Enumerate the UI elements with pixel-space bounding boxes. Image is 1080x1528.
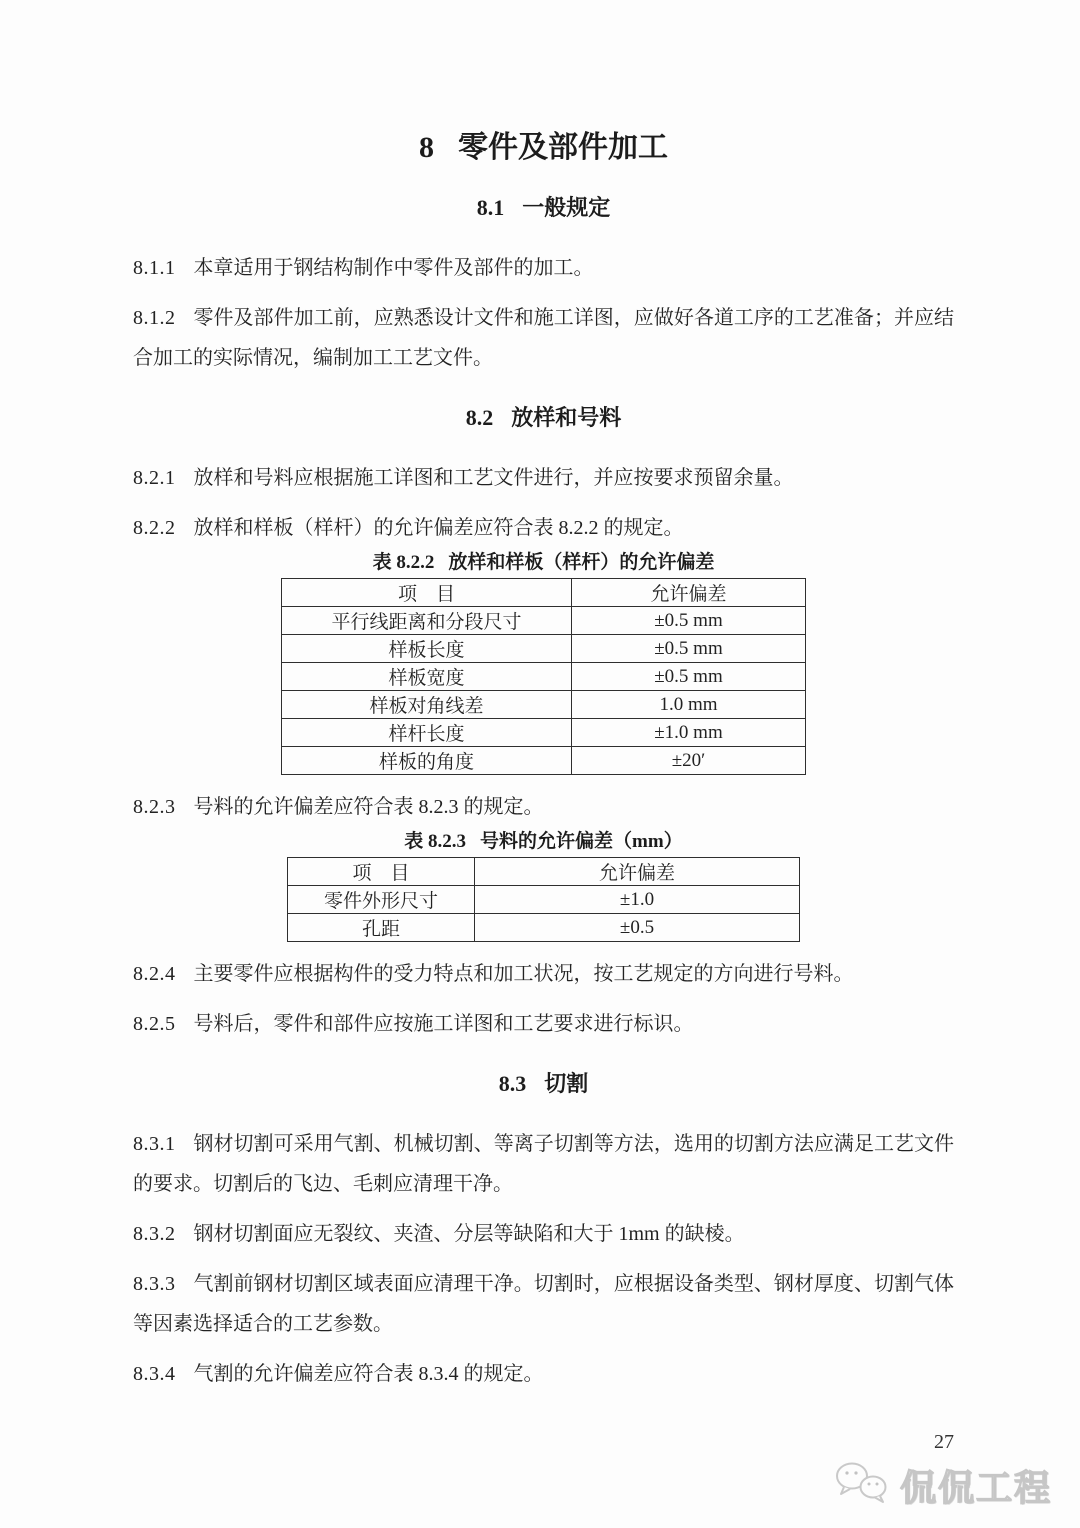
clause-number: 8.2.2 — [133, 517, 176, 539]
section-number: 8.3 — [498, 1071, 527, 1096]
chapter-number: 8 — [419, 131, 434, 164]
table-cell-value: ±0.5 mm — [572, 635, 806, 663]
table-row — [282, 663, 806, 691]
table-cell-item: 样板的角度 — [282, 747, 572, 775]
table-cell-value: ±0.5 — [475, 914, 800, 942]
clause-number: 8.3.1 — [133, 1133, 176, 1155]
table-header-row — [282, 579, 806, 607]
table-caption-label: 表 8.2.2 — [372, 552, 435, 573]
clause-text: 主要零件应根据构件的受力特点和加工状况，按工艺规定的方向进行号料。 — [193, 963, 854, 985]
clause-8-3-2 — [133, 1214, 954, 1254]
clause-8-3-4 — [133, 1354, 954, 1394]
section-title: 一般规定 — [522, 195, 611, 220]
clause-text: 钢材切割面应无裂纹、夹渣、分层等缺陷和大于 1mm 的缺棱。 — [193, 1223, 745, 1245]
table-caption-title: 号料的允许偏差（mm） — [480, 831, 683, 852]
table-cell-item: 零件外形尺寸 — [288, 886, 475, 914]
table-cell-item: 样板长度 — [282, 635, 572, 663]
clause-8-2-5 — [133, 1004, 954, 1044]
table-caption-title: 放样和样板（样杆）的允许偏差 — [448, 552, 715, 573]
table-cell-value: 1.0 mm — [572, 691, 806, 719]
clause-number: 8.2.4 — [133, 963, 176, 985]
clause-number: 8.2.1 — [133, 467, 176, 489]
clause-text: 放样和号料应根据施工详图和工艺文件进行，并应按要求预留余量。 — [193, 467, 794, 489]
clause-text: 气割的允许偏差应符合表 8.3.4 的规定。 — [193, 1363, 544, 1385]
clause-8-2-2 — [133, 508, 954, 548]
chapter-title: 零件及部件加工 — [458, 131, 668, 164]
clause-text: 本章适用于钢结构制作中零件及部件的加工。 — [193, 257, 594, 279]
table-header-deviation: 允许偏差 — [475, 858, 800, 886]
table-cell-item: 样板宽度 — [282, 663, 572, 691]
clause-8-1-1 — [133, 248, 954, 288]
chapter-heading — [133, 128, 954, 168]
clause-number: 8.2.3 — [133, 796, 176, 818]
clause-number: 8.2.5 — [133, 1013, 176, 1035]
section-title: 切割 — [544, 1071, 589, 1096]
table-cell-value: ±0.5 mm — [572, 607, 806, 635]
clause-8-3-1 — [133, 1124, 954, 1204]
watermark-text: 侃侃工程 — [899, 1468, 1052, 1508]
table-row — [282, 635, 806, 663]
section-number: 8.2 — [465, 405, 494, 430]
table-row — [288, 886, 800, 914]
page-number: 27 — [934, 1431, 954, 1453]
section-title: 放样和号料 — [511, 405, 622, 430]
clause-text: 放样和样板（样杆）的允许偏差应符合表 8.2.2 的规定。 — [193, 517, 684, 539]
table-cell-item: 样杆长度 — [282, 719, 572, 747]
table-row — [282, 607, 806, 635]
table-cell-value: ±20′ — [572, 747, 806, 775]
section-heading-8-1 — [133, 192, 954, 224]
clause-number: 8.3.2 — [133, 1223, 176, 1245]
section-heading-8-2 — [133, 402, 954, 434]
clause-text: 号料后，零件和部件应按施工详图和工艺要求进行标识。 — [193, 1013, 694, 1035]
table-cell-item: 孔距 — [288, 914, 475, 942]
section-heading-8-3 — [133, 1068, 954, 1100]
clause-8-2-3 — [133, 787, 954, 827]
clause-number: 8.3.4 — [133, 1363, 176, 1385]
clause-8-1-2 — [133, 298, 954, 378]
table-row — [282, 719, 806, 747]
clause-8-2-4 — [133, 954, 954, 994]
table-8-2-3-caption — [133, 827, 954, 857]
table-caption-label: 表 8.2.3 — [404, 831, 467, 852]
table-8-2-3 — [287, 857, 800, 942]
table-cell-item: 平行线距离和分段尺寸 — [282, 607, 572, 635]
clause-number: 8.3.3 — [133, 1273, 176, 1295]
clause-text: 号料的允许偏差应符合表 8.2.3 的规定。 — [193, 796, 544, 818]
clause-number: 8.1.2 — [133, 307, 176, 329]
table-8-2-2 — [281, 578, 806, 775]
table-row — [282, 747, 806, 775]
table-cell-item: 样板对角线差 — [282, 691, 572, 719]
table-row — [282, 691, 806, 719]
clause-8-2-1 — [133, 458, 954, 498]
clause-text: 零件及部件加工前，应熟悉设计文件和施工详图，应做好各道工序的工艺准备；并应结合加工的实际情况，编制加工工艺文件。 — [133, 307, 954, 369]
section-number: 8.1 — [476, 195, 505, 220]
clause-text: 钢材切割可采用气割、机械切割、等离子切割等方法，选用的切割方法应满足工艺文件的要求。切割后的飞边、毛刺应清理干净。 — [133, 1133, 954, 1195]
table-cell-value: ±1.0 — [475, 886, 800, 914]
table-8-2-2-caption — [133, 548, 954, 578]
table-header-row — [288, 858, 800, 886]
table-header-item: 项 目 — [282, 579, 572, 607]
table-header-deviation: 允许偏差 — [572, 579, 806, 607]
table-row — [288, 914, 800, 942]
watermark — [834, 1459, 1052, 1512]
wechat-chat-bubbles-icon — [834, 1459, 892, 1512]
clause-8-3-3 — [133, 1264, 954, 1344]
table-cell-value: ±1.0 mm — [572, 719, 806, 747]
table-cell-value: ±0.5 mm — [572, 663, 806, 691]
clause-number: 8.1.1 — [133, 257, 176, 279]
table-header-item: 项 目 — [288, 858, 475, 886]
clause-text: 气割前钢材切割区域表面应清理干净。切割时，应根据设备类型、钢材厚度、切割气体等因素选择适合的工艺参数。 — [133, 1273, 954, 1335]
